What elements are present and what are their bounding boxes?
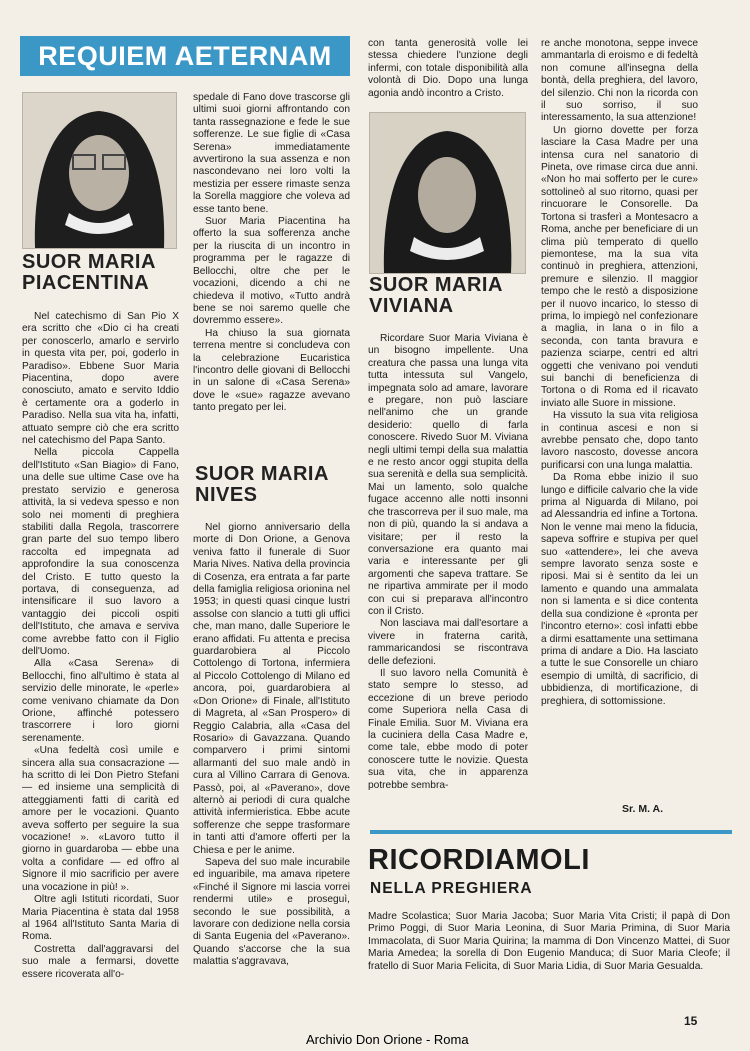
nives-heading-line1: SUOR MARIA	[195, 463, 329, 485]
requiem-banner: REQUIEM AETERNAM	[20, 36, 350, 76]
signature: Sr. M. A.	[622, 803, 664, 815]
viviana-column-3	[368, 333, 528, 825]
nives-column	[193, 522, 350, 1024]
paragraph: Sapeva del suo male incurabile ed inguaribile, ma amava ripetere «Finché il Signore mi lascia vorrei rendermi utile» e proseguì, secondo le sue possibilità, a lavorare con dedizione nella corsia di Santa Eugenia del «Paverano». Quando s'accorse che la sua malattia s'aggravava,	[193, 856, 350, 968]
nives-heading	[195, 464, 329, 506]
nives-heading-line2: NIVES	[195, 484, 258, 506]
paragraph: Ha chiuso la sua giornata terrena mentre si concludeva con la celebrazione Eucaristica l'incontro delle giovani di Bellocchi in un salone di «Casa Serena» dove le «sue» ragazze avevano tanto pregato per lei.	[193, 327, 350, 414]
nun-portrait-icon	[370, 113, 525, 273]
piacentina-heading	[22, 252, 156, 294]
paragraph: Un giorno dovette per forza lasciare la Casa Madre per una intensa cura nel sanatorio di Pineta, ove rimase circa due anni. «Non ho mai sofferto per le cure» sottolineò al suo ritorno, quasi per rincuorare le Consorelle. Da Tortona si trasferì a Montesacro a Roma, anche per beneficiare di un clima più temperato di quello piemontese, ma la sua vita continuò in preghiera, attenzioni, premure e silenzio. Il maggior tempo che le restò a disposizione per il nuovo incarico, lo stesso di prima, lo impiegò nel confezionare a maglia, in lana o in filo a seconda, con tanta bravura e pazienza sciarpe, centri ed altri oggetti che venivano poi venduti sui banchi di beneficienza di Tortona o di Roma ed il ricavato inviato alle Suore in missione.	[541, 124, 698, 409]
viviana-intro	[368, 38, 528, 104]
paragraph: Il suo lavoro nella Comunità è stato sempre lo stesso, ad eccezione di un breve periodo come Superiora nella Casa di Finale Emilia. Suor M. Viviana era la cuciniera della Casa Madre e, come tale, ebbe modo di poter conoscere tutte le novizie. Questa sua vita, che in apparenza potrebbe sembra-	[368, 667, 528, 791]
viviana-heading-line2: VIVIANA	[369, 295, 454, 317]
paragraph: Suor Maria Piacentina ha offerto la sua sofferenza anche per la riuscita di un incontro in programma per le ragazze di Bellocchi, oltre che per le vocazioni, dicendo a chi ne chiedeva il motivo, «Tutto andrà bene se noi saremo quelle che dovremmo essere».	[193, 216, 350, 327]
paragraph: re anche monotona, seppe invece ammantarla di eroismo e di fedeltà non comune all'insegna della bontà, della preghiera, del lavoro, del silenzio. Chi non la ricorda con il suo sorriso, il suo interessamento, la sua attenzione!	[541, 38, 698, 124]
nun-portrait-icon	[23, 93, 176, 248]
piacentina-column-2	[193, 92, 350, 437]
viviana-heading	[369, 275, 503, 317]
paragraph: Ha vissuto la sua vita religiosa in continua ascesi e non si avrebbe pensato che, dopo tanto lavoro nascosto, dovesse ancora purificarsi con una lunga malattia.	[541, 410, 698, 471]
ricordiamoli-title: RICORDIAMOLI	[368, 844, 590, 876]
section-divider	[370, 830, 732, 834]
photo-viviana	[369, 112, 526, 274]
piacentina-column-1	[22, 311, 179, 1023]
piacentina-heading-line2: PIACENTINA	[22, 272, 150, 294]
paragraph: con tanta generosità volle lei stessa chiedere l'unzione degli infermi, con totale disponibilità alla volontà di Dio. Dopo una lunga agonia andò incontro a Cristo.	[368, 38, 528, 99]
paragraph: «Una fedeltà così umile e sincera alla sua consacrazione — ha scritto di lei Don Pietro Stefani — ed insieme una semplicità di atteggiamenti fatti di carità ed amore per le vocazioni. Quanto aveva sofferto per seguire la sua vocazione! ». «Lavoro tutto il giorno in guardaroba — ebbe una volta a confidare — ed offro al Signore il mio sacrificio per avere una vocazione in più! ».	[22, 745, 179, 893]
photo-piacentina	[22, 92, 177, 249]
archive-footer: Archivio Don Orione - Roma	[306, 1032, 469, 1047]
piacentina-heading-line1: SUOR MARIA	[22, 251, 156, 273]
paragraph: Ricordare Suor Maria Viviana è un bisogno impellente. Una creatura che passa una lunga vita tutta intessuta sul Vangelo, impegnata solo ad amare, lavorare e pregare, non può lasciare nell'animo che un grande desiderio: quello di farla conoscere. Rivedo Suor M. Viviana negli ultimi tempi della sua malattia e ne resto ancor oggi stupita della sua serenità e della sua semplicità. Mai un lamento, solo qualche fugace accenno alle notti insonni che trascorreva per il suo male, ma non di più, quando la si andava a visitare; per il resto la conversazione era quanto mai varia e interessante per gli argomenti che sapeva trattare. Se ne ripartiva ammirate per il modo con cui si preparava all'incontro con il Cristo.	[368, 333, 528, 617]
paragraph: Non lasciava mai dall'esortare a vivere in fraterna carità, rammaricandosi se riscontrava delle defezioni.	[368, 618, 528, 667]
ricordiamoli-text: Madre Scolastica; Suor Maria Jacoba; Suor Maria Vita Cristi; il papà di Don Primo Poggi, di Suor Maria Leonina, di Suor Maria Primina, di Suor Maria Immacolata, di Suor Maria Quirina; la mamma di Don Vincenzo Mattei, di Suor Maria Amedea; la sorella di Don Eugenio Manduca; di Suor Maria Cleofe; il fratello di Suor Maria Felicita, di Suor Maria Lidia, di Suor Maria Gesualda.	[368, 911, 730, 972]
page-number: 15	[684, 1014, 698, 1028]
ricordiamoli-subtitle: NELLA PREGHIERA	[370, 880, 533, 897]
paragraph: spedale di Fano dove trascorse gli ultimi suoi giorni affrontando con tanta rassegnazione e fede le sue sofferenze. Le sue figlie di «Casa Serena» immediatamente avvertirono la sua assenza e non nascondevano nei loro volti la mestizia per essere rimaste senza la Sorella maggiore che voleva ad esse tanto bene.	[193, 92, 350, 215]
paragraph: Costretta dall'aggravarsi del suo male a fermarsi, dovette essere ricoverata all'o-	[22, 943, 179, 980]
viviana-column-4	[541, 38, 698, 800]
paragraph: Da Roma ebbe inizio il suo lungo e difficile calvario che la vide prima al Niguarda di Milano, poi ad Alessandria ed infine a Tortona. Non le venne mai meno la fiducia, sapeva soffrire e stupiva per quel suo «attendere», lei che aveva sempre lavorato senza soste e riposi. Mai si è sentito da lei un lamento e quando una ammalata non si lamenta e si dice contenta della sua condizione è «pronta per l'incontro eterno»: così infatti ebbe a dirmi esattamente una settimana prima di andare a Dio. Ha lasciato a tutte le sue Consorelle un chiaro esempio di umiltà, di sacrificio, di ubbidienza, di mortificazione, di preghiera, di sottomissione.	[541, 472, 698, 707]
paragraph: Nel giorno anniversario della morte di Don Orione, a Genova veniva fatto il funerale di Suor Maria Nives. Nativa della provincia di Cosenza, era entrata a far parte della famiglia religiosa orionina nel 1953; in questi quasi cinque lustri assolse con slancio a tutti gli uffici che, man mano, dalle Superiore le erano affidati. Fu attenta e precisa guardarobiera al Piccolo Cottolengo di Tortona, infermiera al Piccolo Cottolengo di Milano ed ancora, poi, guardarobiera al «Don Orione» di Finale, all'Istituto di Magreta, al «San Prospero» di Reggio Calabria, alla «Casa del Rosario» di Gavazzana. Quando comparvero i primi sintomi allarmanti del suo male andò in cura al Villino Carrara di Genova. Passò, poi, al «Paverano», dove alternò ai periodi di cura qualche attività infermieristica. Ebbe acute sofferenze che seppe trasformare in tanti atti d'amore offerti per la Chiesa e per le anime.	[193, 522, 350, 856]
paragraph: Oltre agli Istituti ricordati, Suor Maria Piacentina è stata dal 1958 al 1964 all'Istituto Santa Maria di Roma.	[22, 894, 179, 943]
paragraph: Nella piccola Cappella dell'Istituto «San Biagio» di Fano, una delle sue ultime Case ove ha prestato servizio e generosa attività, la si vedeva spesso e non solo nei momenti di preghiera stabiliti dalla Regola, trascorrere gran parte del suo tempo libero raccolta ed impegnata ad approfondire la sua conoscenza del Cristo. E tutto questo la portava, di conseguenza, ad intensificare il suo lavoro a vantaggio dei piccoli ospiti dell'Istituto, che amava e serviva come avrebbe fatto con il Figlio dell'Uomo.	[22, 447, 179, 657]
paragraph: Alla «Casa Serena» di Bellocchi, fino all'ultimo è stata al servizio delle minorate, le «perle» come venivano chiamate da Don Orione, affinché potessero trascorrere i loro giorni serenamente.	[22, 658, 179, 744]
viviana-heading-line1: SUOR MARIA	[369, 274, 503, 296]
paragraph: Nel catechismo di San Pio X era scritto che «Dio ci ha creati per conoscerlo, amarlo e servirlo in questa vita per, poi, goderlo in Paradiso». Ebbene Suor Maria Piacentina, dopo avere conosciuto, amato e servito Iddio è certamente ora a goderlo in Paradiso. Nella sua vita ha, infatti, attuato sempre ciò che era scritto nel catechismo del Papa Santo.	[22, 311, 179, 447]
